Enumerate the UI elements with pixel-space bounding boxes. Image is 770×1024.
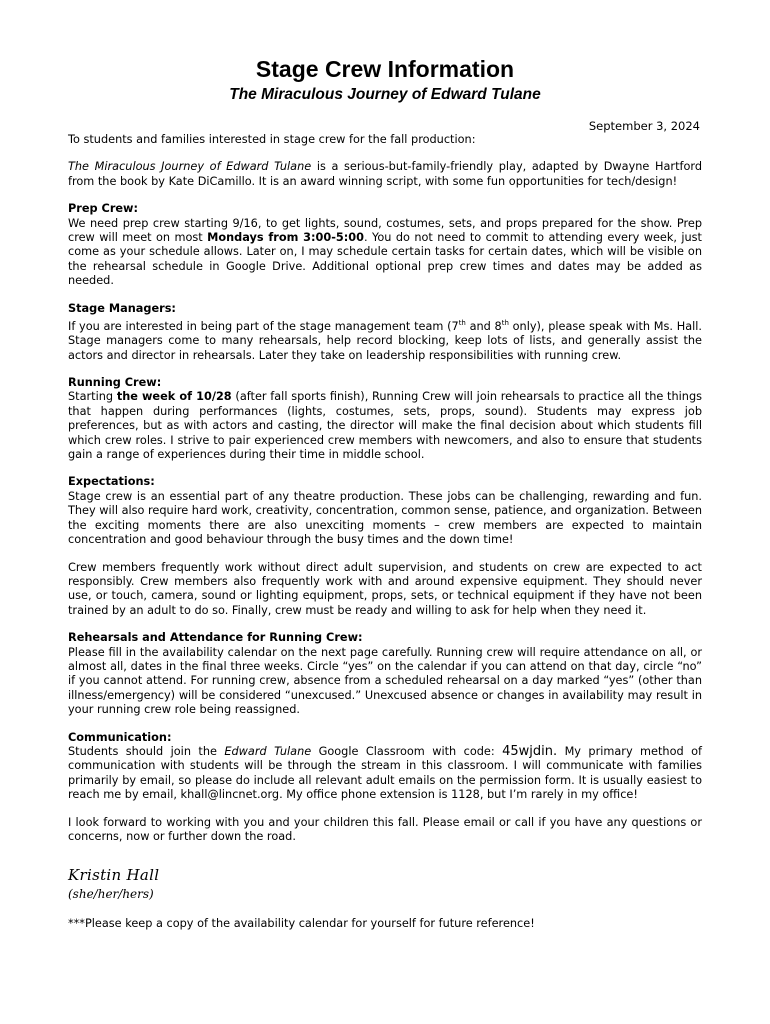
rehearsals-heading: Rehearsals and Attendance for Running Crew: [68, 631, 363, 645]
page-title: Stage Crew Information [255, 56, 515, 82]
stage-managers-section: Stage Managers: If you are interested in being part of the stage management team (7th and 8th only), please speak with Ms. Hall. Stage managers come to many rehearsals, help record blocking, keep lots of lists, and generally assist the actors and director in rehearsals. Later they take on leadership responsibilities with running crew. [68, 301, 703, 362]
document-date: September 3, 2024 [588, 119, 700, 133]
prep-crew-heading: Prep Crew: [68, 202, 139, 216]
intro-paragraph: The Miraculous Journey of Edward Tulane is a serious-but-family-friendly play, adapted by Dwayne Hartford from the book by Kate DiCamillo. It is an award winning script, with some fun opportunities for tech/design! [68, 160, 703, 188]
page-subtitle: The Miraculous Journey of Edward Tulane [229, 86, 541, 103]
rehearsals-section: Rehearsals and Attendance for Running Crew: Please fill in the availability calendar on the next page carefully. Running crew will require attendance on all, or almost all, dates in the final three weeks. Circle “yes” on the calendar if you can attend on that day, circle “no” if you cannot attend. For running crew, absence from a scheduled rehearsal on a day marked “yes” (other than illness/emergency) will be considered “unexcused.” Unexcused absence or changes in availability may result in your running crew role being reassigned. [68, 631, 702, 717]
footnote: ***Please keep a copy of the availability calendar for yourself for future reference! [68, 917, 535, 931]
play-title: The Miraculous Journey of Edward Tulane [68, 160, 312, 174]
prep-crew-section: Prep Crew: We need prep crew starting 9/16, to get lights, sound, costumes, sets, and props prepared for the show. Prep crew will meet on most Mondays from 3:00-5:00. You do not need to commit to attending every week, just come as your schedule allows. Later on, I may schedule certain tasks for certain dates, which will be visible on the rehearsal schedule in Google Drive. Additional optional prep crew times and dates may be added as needed. [68, 202, 702, 288]
expectations-paragraph-2: Crew members frequently work without direct adult supervision, and students on crew are expected to act responsibly. Crew members also frequently work with and around expensive equipment. They should never use, or touch, camera, sound or lighting equipment, props, sets, or technical equipment if they have not been trained by an adult to do so. Finally, crew must be ready and willing to ask for help when they need it. [68, 560, 702, 617]
classroom-code: 45wjdin. [502, 743, 558, 759]
communication-heading: Communication: [68, 730, 172, 744]
document-body [68, 133, 702, 932]
expectations-heading: Expectations: [68, 475, 155, 489]
stage-managers-heading: Stage Managers: [68, 301, 176, 315]
greeting: To students and families interested in stage crew for the fall production: [68, 133, 476, 146]
communication-section: Communication: Students should join the Edward Tulane Google Classroom with code: 45wjdin. My primary method of communication with students will be through the stream in this classroom. I will communicate with families primarily by email, so please do include all relevant adult emails on the permission form. It is usually easiest to reach me by email, khall@lincnet.org. My office phone extension is 1128, but I’m rarely in my office! [68, 730, 702, 802]
expectations-section: Expectations: Stage crew is an essential part of any theatre production. These jobs can be challenging, rewarding and fun. They will also require hard work, creativity, concentration, common sense, patience, and organization. Between the exciting moments there are also unexciting moments – crew members are expected to maintain concentration and good behaviour through the busy times and the down time! [68, 475, 702, 547]
signature: Kristin Hall [68, 866, 160, 885]
pronouns: (she/her/hers) [68, 886, 154, 901]
running-crew-section: Running Crew: Starting the week of 10/28 (after fall sports finish), Running Crew will join rehearsals to practice all the things that happen during performances (lights, costumes, sets, props, sound). Students may express job preferences, but as with actors and casting, the director will make the final decision about which students fill which crew roles. I strive to pair experienced crew members with newcomers, and also to ensure that students gain a range of experiences during their time in middle school. [68, 376, 702, 462]
running-crew-heading: Running Crew: [68, 376, 162, 390]
closing-paragraph: I look forward to working with you and your children this fall. Please email or call if you have any questions or concerns, now or further down the road. [68, 815, 702, 844]
